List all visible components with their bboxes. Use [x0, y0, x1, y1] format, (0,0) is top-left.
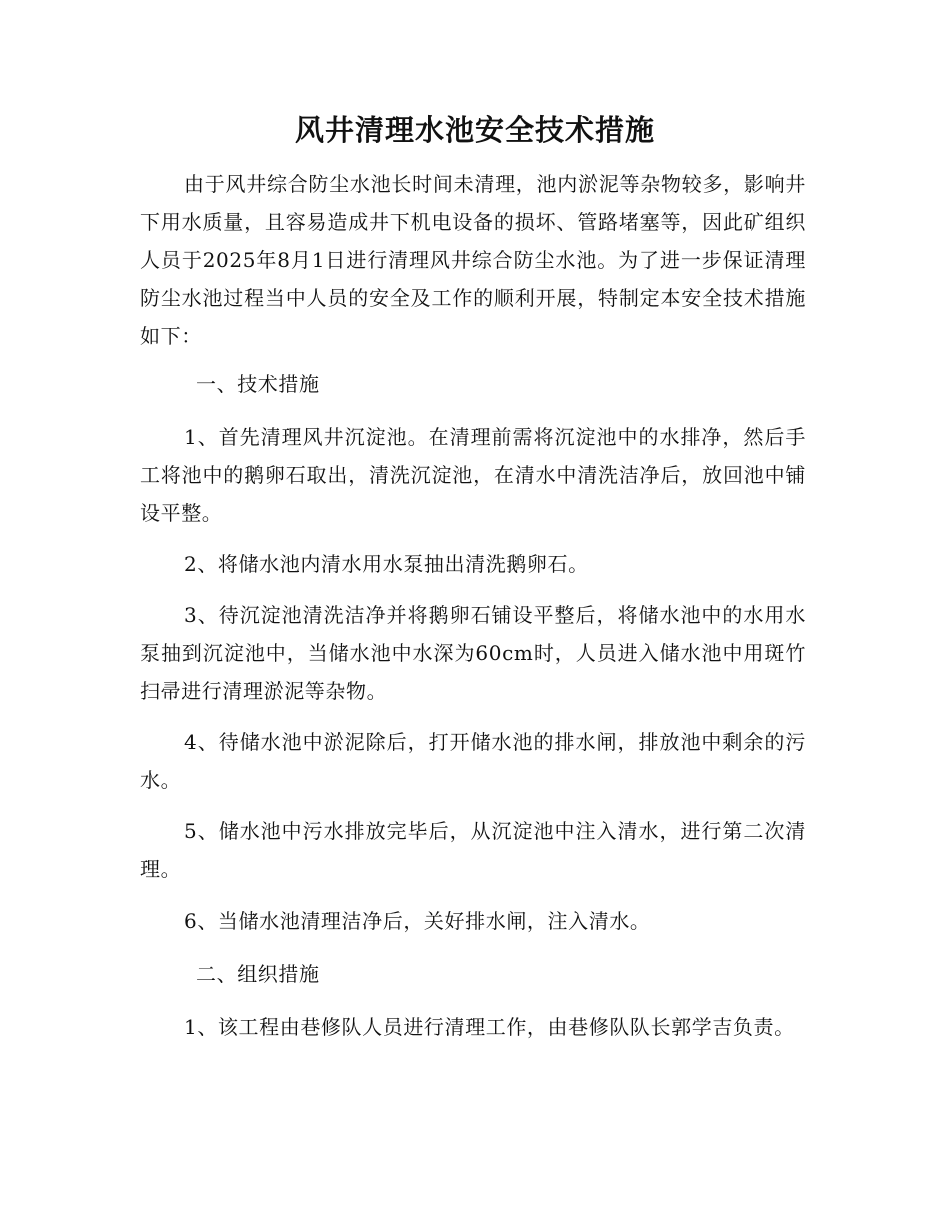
section-heading-technical: 一、技术措施 [196, 372, 320, 396]
organizational-item-1: 1、该工程由巷修队人员进行清理工作，由巷修队队长郭学吉负责。 [184, 1015, 795, 1039]
technical-item-6: 6、当储水池清理洁净后，关好排水闸，注入清水。 [184, 909, 651, 933]
intro-paragraph: 由于风井综合防尘水池长时间未清理，池内淤泥等杂物较多，影响井下用水质量，且容易造成井下机电设备的损坏、管路堵塞等，因此矿组织人员于2025年8月1日进行清理风井综合防尘水池。为了进一步保证清理防尘水池过程当中人员的安全及工作的顺利开展，特制定本安全技术措施如下： [140, 172, 806, 348]
section-heading-organizational: 二、组织措施 [196, 962, 320, 986]
technical-item-2: 2、将储水池内清水用水泵抽出清洗鹅卵石。 [184, 552, 589, 576]
technical-item-4: 4、待储水池中淤泥除后，打开储水池的排水闸，排放池中剩余的污水。 [140, 730, 806, 792]
technical-item-5: 5、储水池中污水排放完毕后，从沉淀池中注入清水，进行第二次清理。 [140, 819, 806, 881]
document-title: 风井清理水池安全技术措施 [294, 113, 655, 147]
technical-item-1: 1、首先清理风井沉淀池。在清理前需将沉淀池中的水排净，然后手工将池中的鹅卵石取出，清洗沉淀池，在清水中清洗洁净后，放回池中铺设平整。 [140, 425, 806, 525]
technical-item-3: 3、待沉淀池清洗洁净并将鹅卵石铺设平整后，将储水池中的水用水泵抽到沉淀池中，当储水池中水深为60cm时，人员进入储水池中用斑竹扫帚进行清理淤泥等杂物。 [140, 603, 806, 703]
